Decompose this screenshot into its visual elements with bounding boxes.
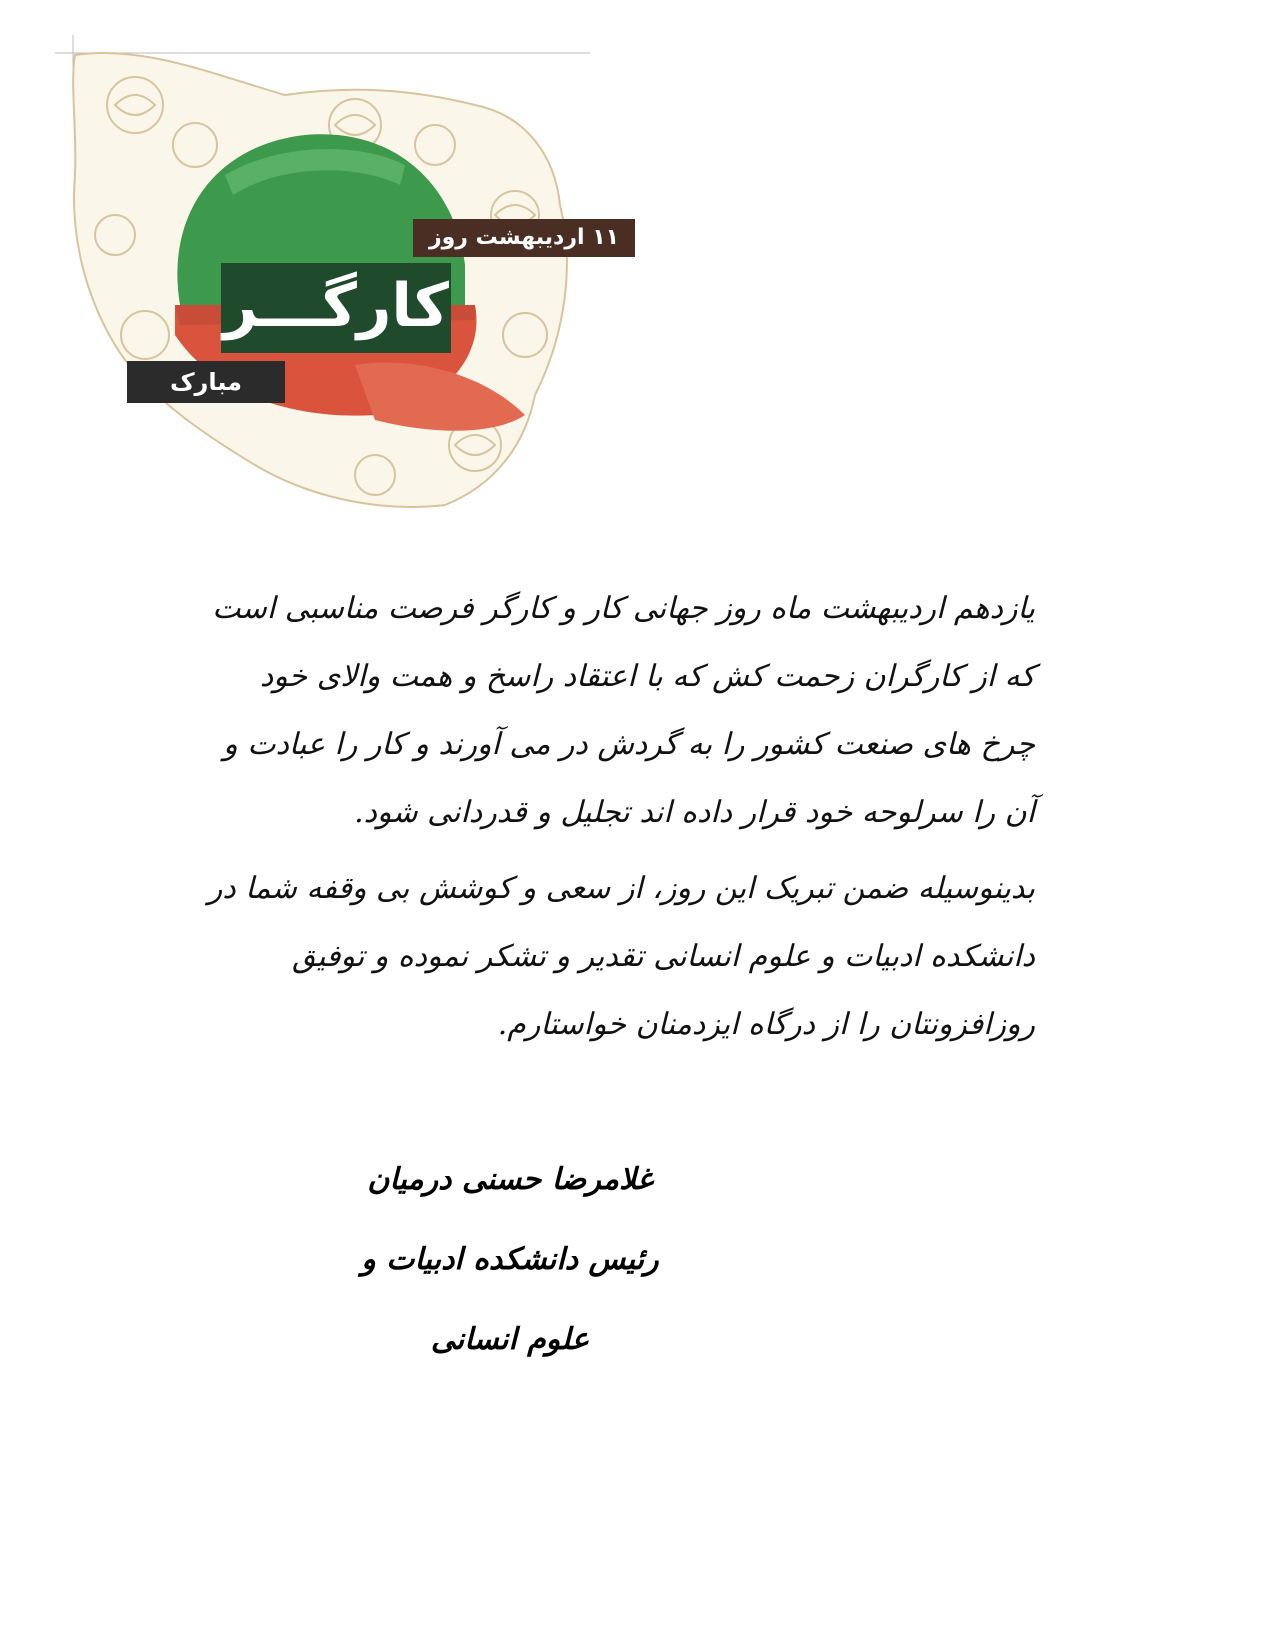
- date-label: ۱۱ اردیبهشت روز: [413, 219, 635, 257]
- letter-paragraph-2: بدینوسیله ضمن تبریک این روز، از سعی و کوشش بی وقفه شما در دانشکده ادبیات و علوم انسانی تقدیر و تشکر نموده و توفیق روزافزونتان را از درگاه ایزدمنان خواستارم.: [207, 871, 1035, 1042]
- signatory-name: غلامرضا حسنی درمیان: [367, 1162, 653, 1197]
- workers-day-title: کارگـــر: [221, 263, 451, 353]
- letter-paragraph-1: یازدهم اردیبهشت ماه روز جهانی کار و کارگر فرصت مناسبی است که از کارگران زحمت کش که با اعتقاد راسخ و همت والای خود چرخ های صنعت کشور را به گردش در می آورند و کار را عبادت و آن را سرلوحه خود قرار داده اند تجلیل و قدردانی شود.: [212, 591, 1035, 830]
- signatory-title: رئیس دانشکده ادبیات و علوم انسانی: [361, 1242, 659, 1357]
- greeting-banner: [55, 35, 620, 515]
- signature-block: [330, 1140, 690, 1380]
- letter-body: [205, 575, 1035, 1059]
- congratulations-label: مبارک: [127, 361, 285, 403]
